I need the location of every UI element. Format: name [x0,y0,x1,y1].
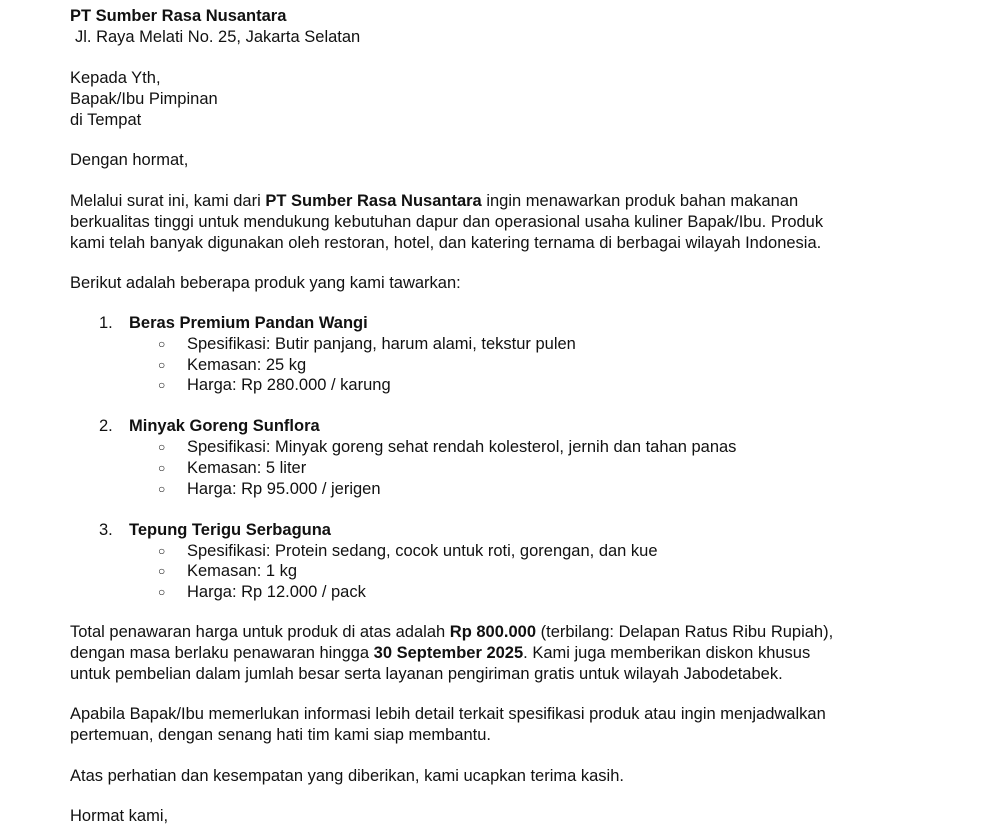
circle-bullet-icon: ○ [158,378,166,392]
product-detail: Spesifikasi: Protein sedang, cocok untuk roti, gorengan, dan kue [187,542,658,560]
product-detail: Kemasan: 25 kg [187,356,307,374]
product-name: Tepung Terigu Serbaguna [129,521,331,539]
intro-text: Melalui surat ini, kami dari [70,192,261,210]
circle-bullet-icon: ○ [158,461,166,475]
contact-line-2: pertemuan, dengan senang hati tim kami siap membantu. [70,726,491,744]
intro-line-3: kami telah banyak digunakan oleh restoran, hotel, dan katering ternama di berbagai wilayah Indonesia. [70,234,822,252]
intro-text: ingin menawarkan produk bahan makanan [486,192,799,210]
total-text: (terbilang: Delapan Ratus Ribu Rupiah), [540,623,834,641]
product-detail: Kemasan: 1 kg [187,562,298,580]
total-line-1 [70,622,833,642]
circle-bullet-icon: ○ [158,337,166,351]
thanks-line: Atas perhatian dan kesempatan yang diberikan, kami ucapkan terima kasih. [70,767,624,785]
total-line-3: untuk pembelian dalam jumlah besar serta layanan pengiriman gratis untuk wilayah Jabodetabek. [70,665,783,683]
product-detail: Harga: Rp 280.000 / karung [187,376,391,394]
products-intro: Berikut adalah beberapa produk yang kami tawarkan: [70,274,461,292]
recipient-line-1: Kepada Yth, [70,69,161,87]
total-text: . Kami juga memberikan diskon khusus [523,644,811,662]
contact-line-1: Apabila Bapak/Ibu memerlukan informasi lebih detail terkait spesifikasi produk atau ingin menjadwalkan [70,705,826,723]
circle-bullet-icon: ○ [158,482,166,496]
circle-bullet-icon: ○ [158,358,166,372]
company-name: PT Sumber Rasa Nusantara [70,7,287,25]
product-number: 1. [99,314,113,332]
recipient-line-3: di Tempat [70,111,142,129]
product-number: 2. [99,417,113,435]
closing-line: Hormat kami, [70,807,169,825]
intro-company-name: PT Sumber Rasa Nusantara [265,192,482,210]
circle-bullet-icon: ○ [158,440,166,454]
total-amount: Rp 800.000 [449,623,537,641]
product-detail: Kemasan: 5 liter [187,459,307,477]
product-number: 3. [99,521,113,539]
offer-valid-date: 30 September 2025 [373,644,524,662]
circle-bullet-icon: ○ [158,585,166,599]
total-text: Total penawaran harga untuk produk di atas adalah [70,623,446,641]
circle-bullet-icon: ○ [158,564,166,578]
product-detail: Spesifikasi: Minyak goreng sehat rendah kolesterol, jernih dan tahan panas [187,438,737,456]
product-detail: Harga: Rp 95.000 / jerigen [187,480,381,498]
product-detail: Harga: Rp 12.000 / pack [187,583,366,601]
company-address: Jl. Raya Melati No. 25, Jakarta Selatan [75,28,361,46]
intro-line-1 [70,191,798,211]
recipient-line-2: Bapak/Ibu Pimpinan [70,90,218,108]
product-detail: Spesifikasi: Butir panjang, harum alami, tekstur pulen [187,335,576,353]
total-line-2 [70,643,810,663]
circle-bullet-icon: ○ [158,544,166,558]
product-name: Beras Premium Pandan Wangi [129,314,368,332]
total-text: dengan masa berlaku penawaran hingga [70,644,370,662]
greeting: Dengan hormat, [70,151,189,169]
product-name: Minyak Goreng Sunflora [129,417,320,435]
intro-line-2: berkualitas tinggi untuk mendukung kebutuhan dapur dan operasional usaha kuliner Bapak/Ibu. Produk [70,213,824,231]
